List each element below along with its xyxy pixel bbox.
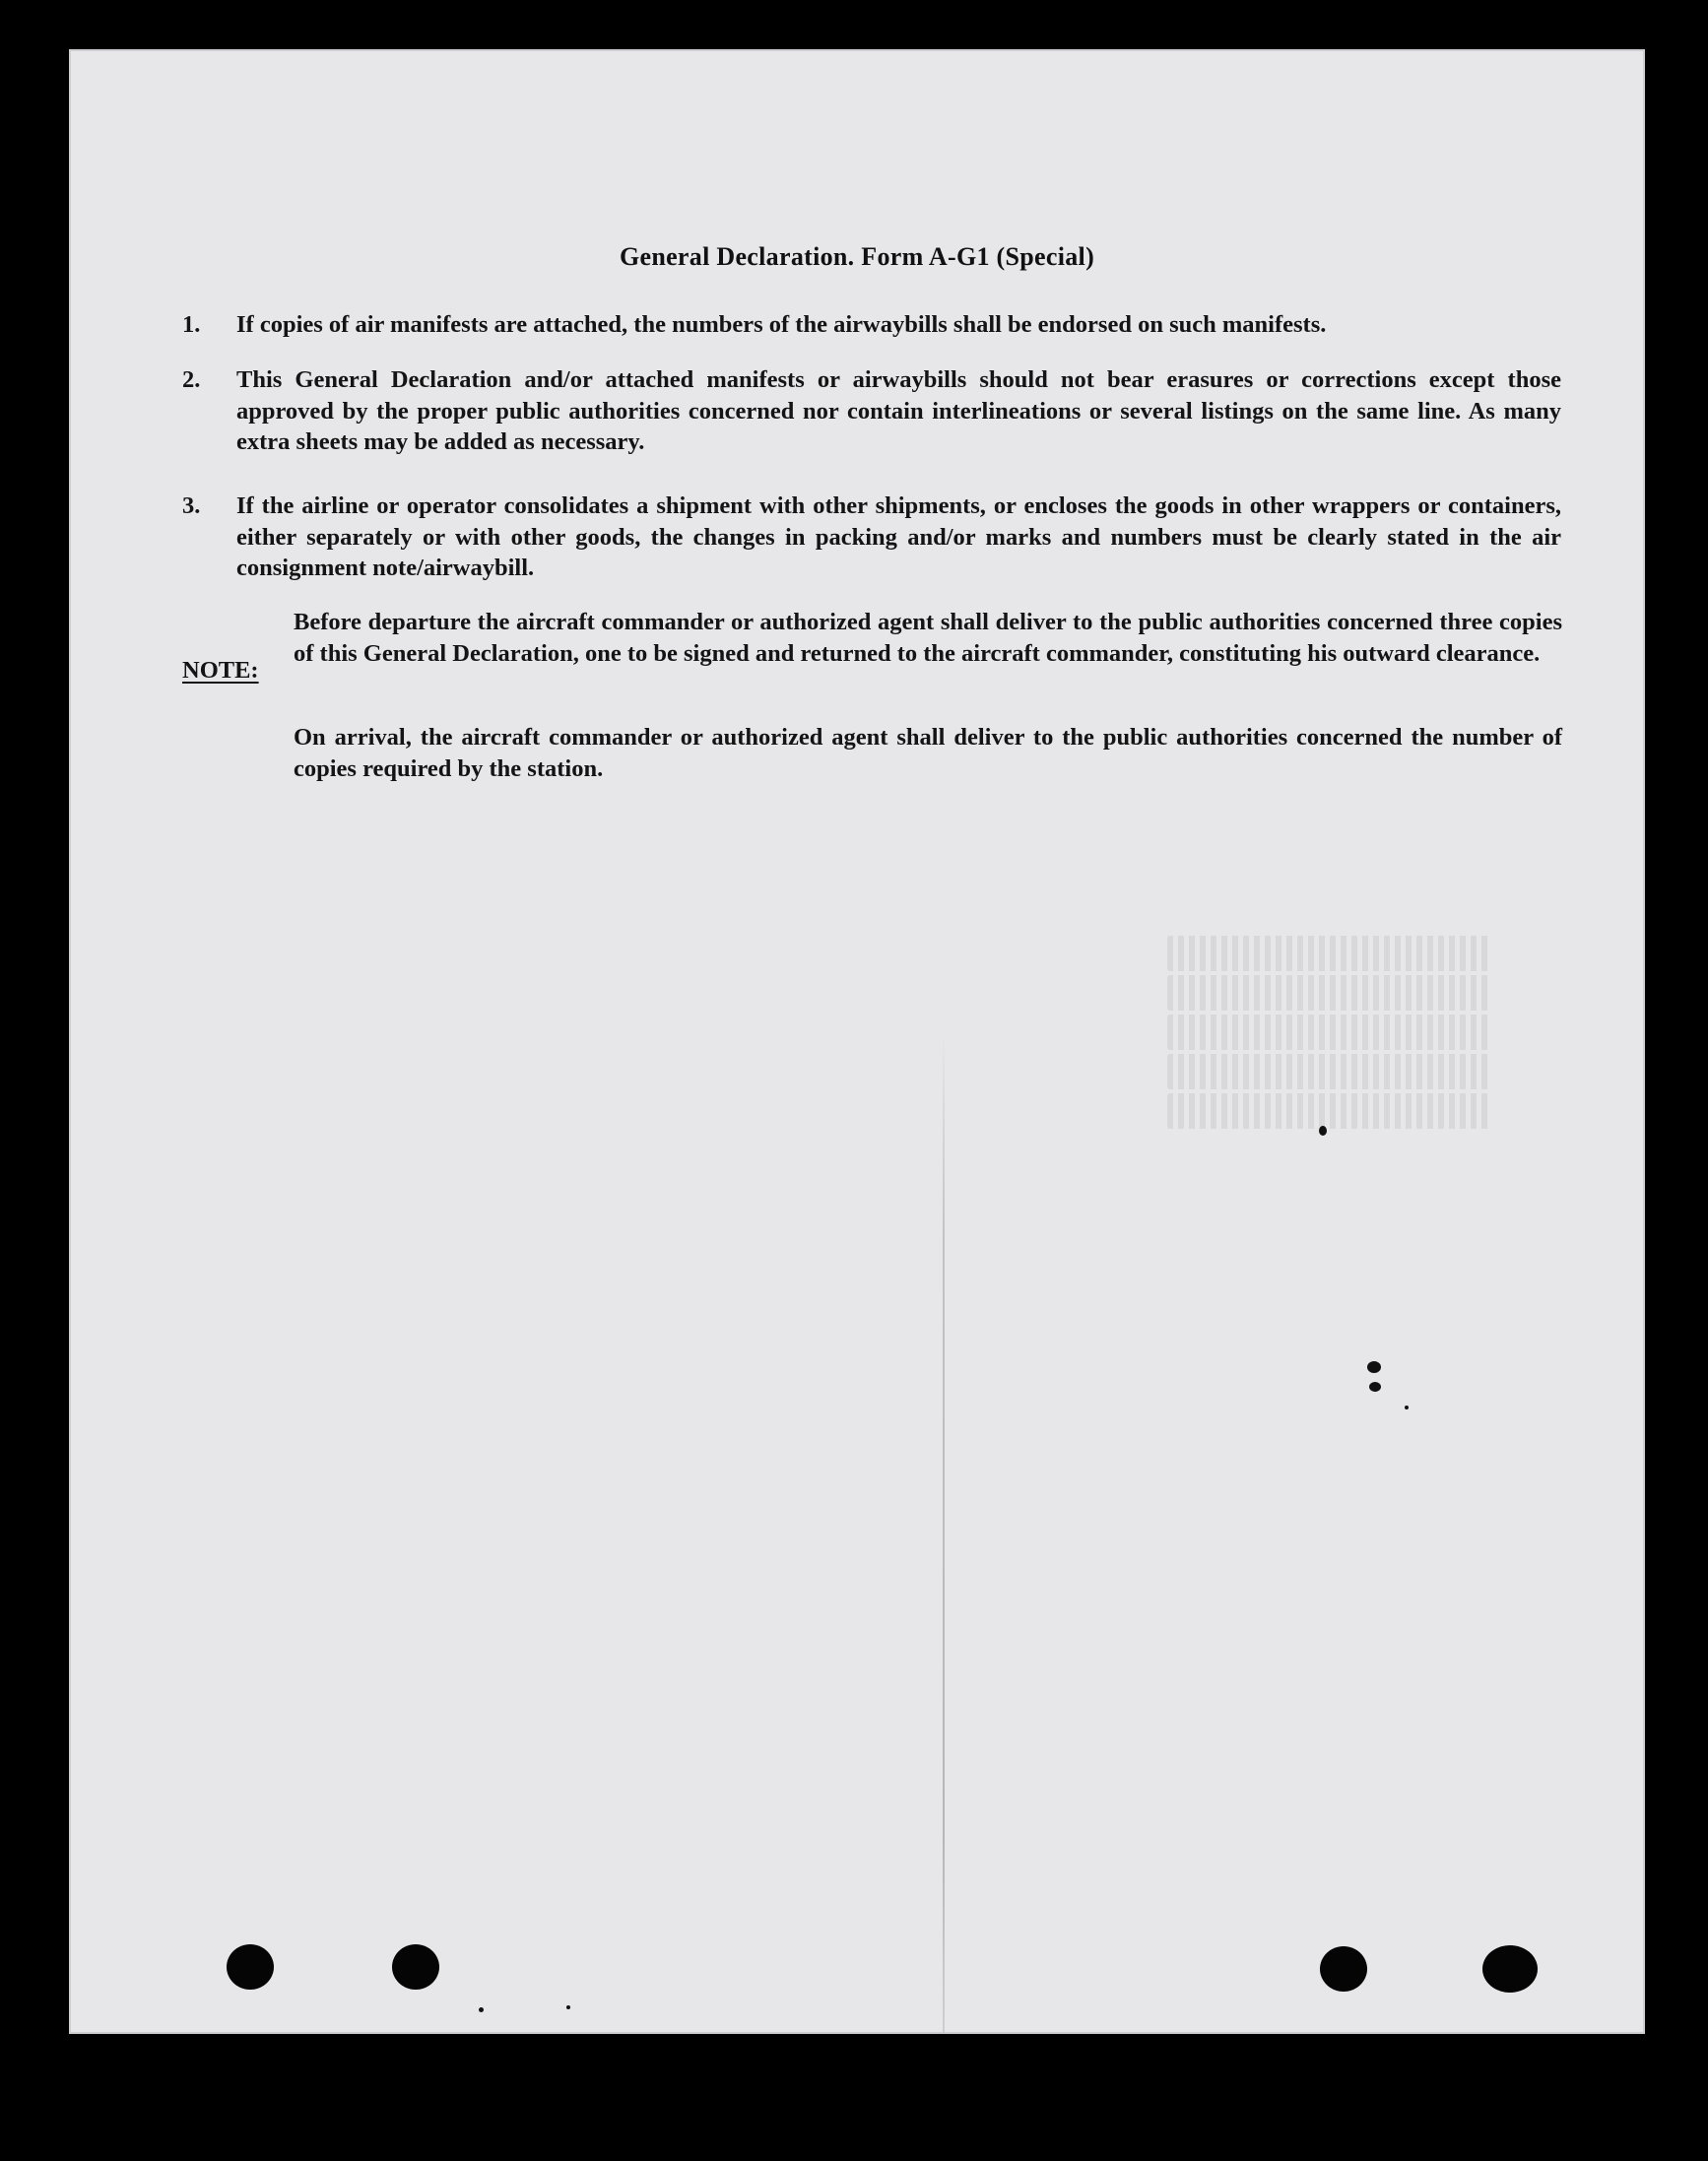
item-text: This General Declaration and/or attached manifests or airwaybills should not bear erasures or corrections except those approved by the proper public authorities concerned nor contain interlineations or several listings on the same line. As many extra sheets may be added as necessary. — [236, 366, 1561, 455]
item-number: 3. — [182, 492, 201, 519]
item-number: 2. — [182, 366, 201, 393]
ink-speck — [1405, 1406, 1409, 1409]
note-label: NOTE: — [182, 657, 259, 684]
instruction-item-1 — [182, 309, 1561, 341]
ink-speck — [1369, 1382, 1381, 1392]
item-text: If the airline or operator consolidates a shipment with other shipments, or encloses the goods in other wrappers or containers, either separately or with other goods, the changes in packing and/or marks and numbers must be clearly stated in the air consignment note/airwaybill. — [236, 492, 1561, 581]
document-page — [69, 49, 1645, 2034]
punch-hole — [392, 1944, 439, 1990]
faded-stamp-impression — [1167, 936, 1492, 1192]
instruction-item-2 — [182, 364, 1561, 458]
ink-speck — [1367, 1361, 1381, 1373]
punch-hole — [1320, 1946, 1367, 1992]
ink-speck — [566, 2005, 570, 2009]
ink-speck — [1319, 1126, 1327, 1136]
item-text: If copies of air manifests are attached, the numbers of the airwaybills shall be endorsed on such manifests. — [236, 311, 1327, 338]
punch-hole — [227, 1944, 274, 1990]
fold-crease — [943, 1034, 945, 2034]
ink-speck — [479, 2007, 484, 2012]
note-paragraph-1: Before departure the aircraft commander or authorized agent shall deliver to the public authorities concerned three copies of this General Declaration, one to be signed and returned to the aircraft commander, constituting his outward clearance. — [294, 609, 1562, 667]
item-number: 1. — [182, 311, 201, 338]
punch-hole — [1482, 1945, 1538, 1993]
document-title: General Declaration. Form A-G1 (Special) — [619, 242, 1095, 271]
instruction-item-3 — [182, 491, 1561, 584]
note-paragraph-2: On arrival, the aircraft commander or authorized agent shall deliver to the public authorities concerned the number of copies required by the station. — [294, 724, 1562, 782]
